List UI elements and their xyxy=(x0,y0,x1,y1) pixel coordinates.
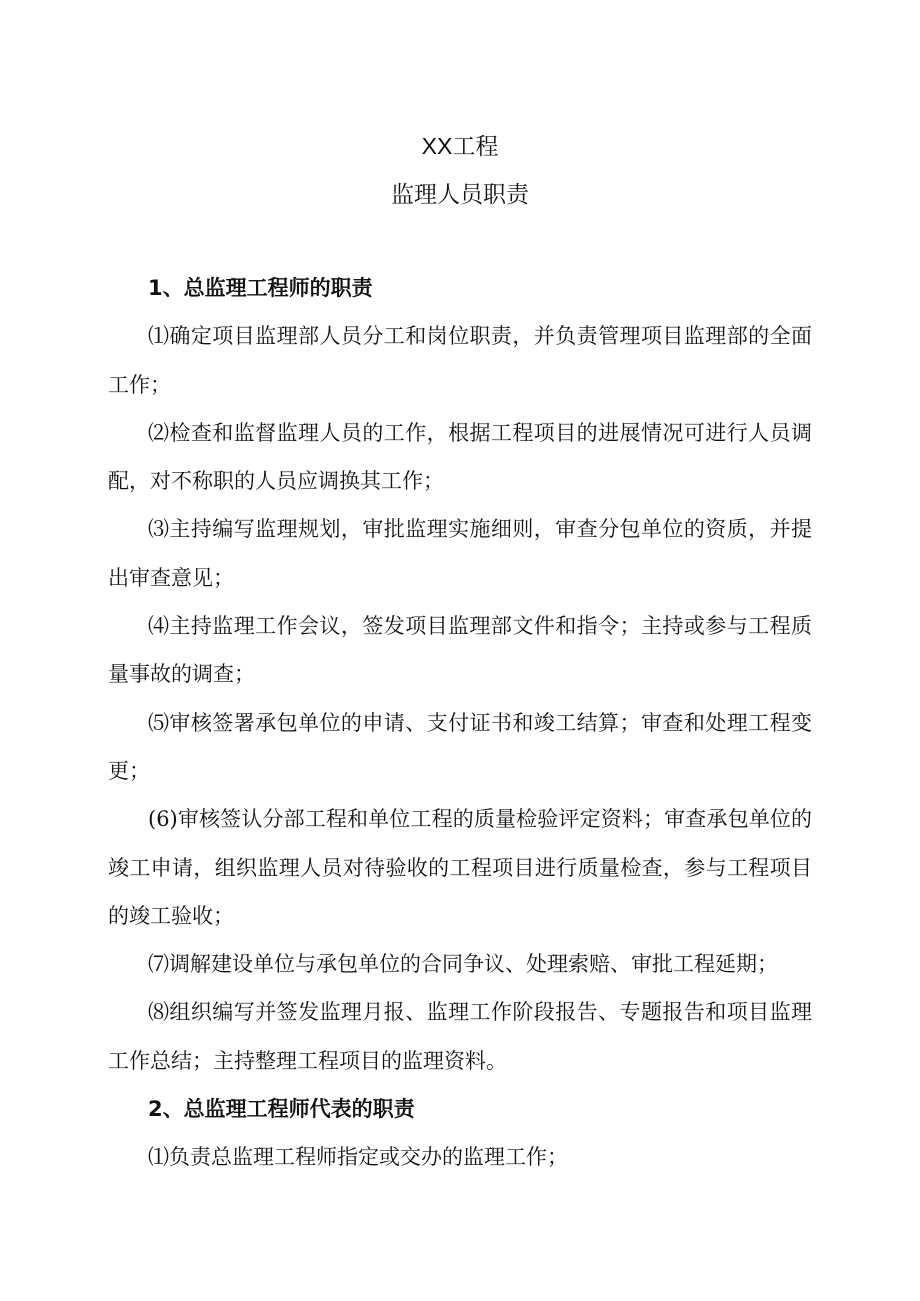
list-item xyxy=(108,699,812,796)
paragraph-line: 的竣工验收； xyxy=(108,903,234,928)
list-item xyxy=(108,409,812,506)
list-item xyxy=(108,795,812,940)
paragraph-line: ⑷主持监理工作会议，签发项目监理部文件和指令；主持或参与工程质 xyxy=(148,614,812,639)
document-subtitle: 监理人员职责 xyxy=(391,182,529,208)
paragraph-line: 更； xyxy=(108,758,150,783)
paragraph-line: (6)审核签认分部工程和单位工程的质量检验评定资料；审查承包单位的 xyxy=(148,807,812,832)
paragraph-line: ⑴负责总监理工程师指定或交办的监理工作； xyxy=(148,1145,568,1170)
paragraph-line: ⑴确定项目监理部人员分工和岗位职责，并负责管理项目监理部的全面 xyxy=(148,324,812,349)
paragraph-line: 竣工申请，组织监理人员对待验收的工程项目进行质量检查，参与工程项目 xyxy=(108,855,812,880)
paragraph-line: ⑺调解建设单位与承包单位的合同争议、处理索赔、审批工程延期； xyxy=(148,952,778,977)
paragraph-line: ⑵检查和监督监理人员的工作，根据工程项目的进展情况可进行人员调 xyxy=(148,420,812,445)
document-body xyxy=(108,264,812,1182)
paragraph-line: ⑸审核签署承包单位的申请、支付证书和竣工结算；审查和处理工程变 xyxy=(148,710,812,735)
paragraph-line: 工作； xyxy=(108,372,171,397)
paragraph-line: 配，对不称职的人员应调换其工作； xyxy=(108,469,444,494)
list-item xyxy=(108,988,812,1085)
paragraph-line: ⑶主持编写监理规划，审批监理实施细则，审查分包单位的资质，并提 xyxy=(148,517,812,542)
list-item xyxy=(108,505,812,602)
paragraph-line: ⑻组织编写并签发监理月报、监理工作阶段报告、专题报告和项目监理 xyxy=(148,1000,812,1025)
paragraph-line: 工作总结；主持整理工程项目的监理资料。 xyxy=(108,1048,507,1073)
paragraph-line: 量事故的调查； xyxy=(108,662,255,687)
section-heading: 2、总监理工程师代表的职责 xyxy=(148,1097,415,1122)
list-item xyxy=(108,312,812,409)
section-heading: 1、总监理工程师的职责 xyxy=(148,276,373,300)
document-title: XX工程 xyxy=(421,133,499,159)
list-item xyxy=(108,940,812,988)
list-item xyxy=(108,1133,812,1181)
paragraph-line: 出审查意见； xyxy=(108,565,234,590)
list-item xyxy=(108,602,812,699)
